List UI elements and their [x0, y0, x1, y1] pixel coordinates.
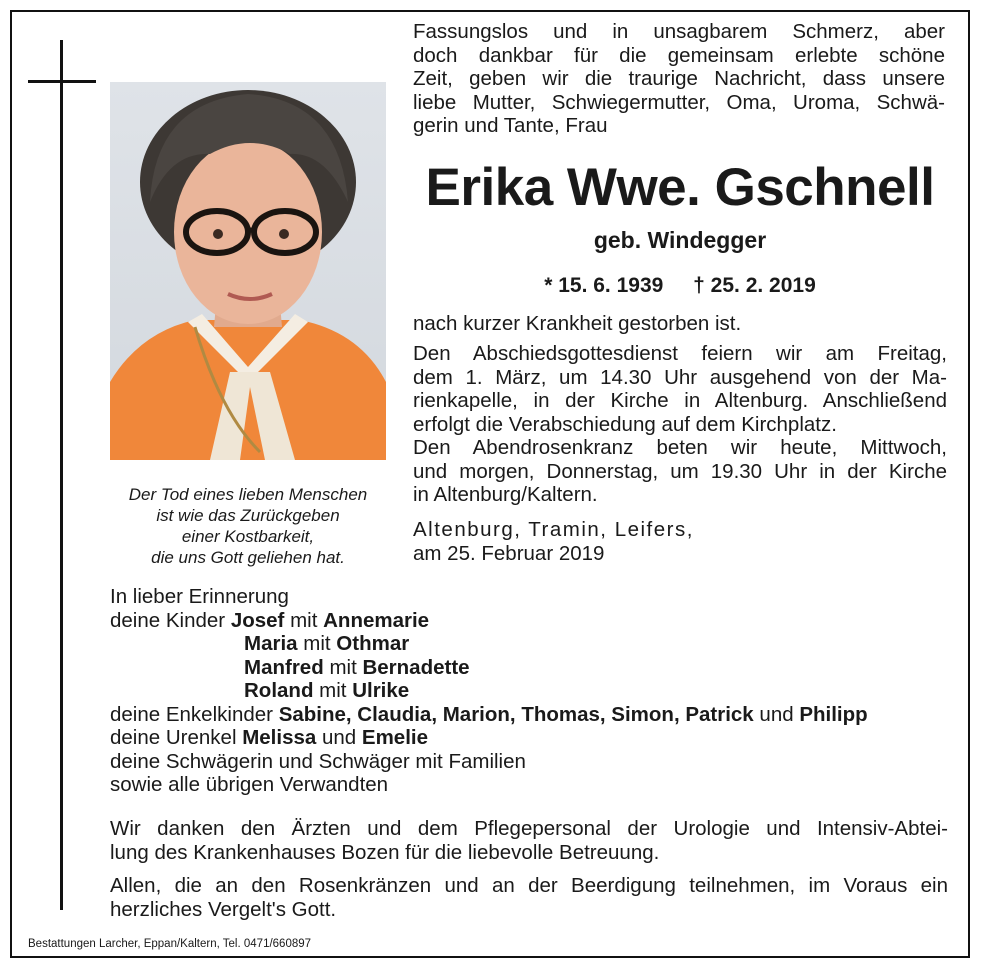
- great-grandchild: Melissa: [242, 726, 317, 749]
- intro-text: [413, 20, 945, 138]
- child-name: Manfred: [244, 655, 324, 679]
- intro-line: doch dankbar für die gemeinsam erlebte schöne: [413, 43, 945, 67]
- service-line: in Altenburg/Kaltern.: [413, 483, 598, 506]
- thanks-staff: [110, 817, 948, 864]
- thanks-line: Allen, die an den Rosenkränzen und an der Beerdigung teilnehmen, im Voraus ein: [110, 874, 948, 897]
- grandchildren-row: [110, 703, 960, 727]
- child-name: Josef: [230, 608, 285, 632]
- relatives-row: sowie alle übrigen Verwandten: [110, 773, 389, 796]
- birth-date: * 15. 6. 1939: [544, 274, 664, 297]
- thanks-line: lung des Krankenhauses Bozen für die liebevolle Betreuung.: [110, 840, 660, 864]
- and-word: und: [321, 726, 357, 749]
- quote-line: Der Tod eines lieben Menschen: [128, 485, 368, 504]
- partner-name: Annemarie: [323, 608, 430, 632]
- great-grandchildren-row: [110, 726, 960, 750]
- cross-icon: [60, 40, 63, 910]
- intro-line: gerin und Tante, Frau: [413, 114, 608, 138]
- partner-name: Bernadette: [362, 655, 470, 679]
- quote-line: einer Kostbarkeit,: [181, 527, 315, 546]
- thanks-line: herzliches Vergelt's Gott.: [110, 897, 337, 921]
- great-prefix: deine Urenkel: [110, 726, 237, 749]
- child-name: Roland: [244, 679, 314, 702]
- memorial-quote: [108, 484, 388, 568]
- children-row: [110, 656, 960, 680]
- inlaws-row: deine Schwägerin und Schwäger mit Familien: [110, 749, 526, 773]
- grandchild-last: Philipp: [799, 702, 868, 726]
- children-prefix: deine Kinder: [110, 608, 226, 632]
- family-heading: In lieber Erinnerung: [110, 585, 289, 608]
- grandchildren-prefix: deine Enkelkinder: [110, 702, 273, 726]
- thanks-attendees: [110, 874, 948, 921]
- portrait-photo: [110, 82, 386, 460]
- service-line: rienkapelle, in der Kirche in Altenburg. Anschließend: [413, 389, 947, 412]
- deceased-name: Erika Wwe. Gschnell: [425, 158, 935, 217]
- grandchildren-names: Sabine, Claudia, Marion, Thomas, Simon, Patrick: [278, 702, 754, 726]
- great-grandchild: Emelie: [361, 726, 429, 749]
- quote-line: die uns Gott geliehen hat.: [151, 548, 345, 567]
- with-word: mit: [290, 608, 318, 632]
- quote-line: ist wie das Zurückgeben: [156, 506, 340, 525]
- service-line: erfolgt die Verabschiedung auf dem Kirchplatz.: [413, 412, 837, 436]
- service-line: Den Abschiedsgottesdienst feiern wir am Freitag,: [413, 342, 947, 365]
- intro-line: liebe Mutter, Schwiegermutter, Oma, Uroma, Schwä-: [413, 90, 945, 114]
- intro-line: Fassungslos und in unsagbarem Schmerz, aber: [413, 20, 945, 43]
- death-date: † 25. 2. 2019: [693, 274, 816, 297]
- partner-name: Ulrike: [352, 679, 410, 702]
- with-word: mit: [319, 679, 347, 702]
- children-row: [110, 632, 960, 656]
- service-line: dem 1. März, um 14.30 Uhr ausgehend von der Ma-: [413, 365, 947, 389]
- children-row: [110, 679, 960, 703]
- family-list: [110, 585, 960, 797]
- service-line: Den Abendrosenkranz beten wir heute, Mittwoch,: [413, 436, 947, 459]
- place-line: Altenburg, Tramin, Leifers,: [413, 518, 694, 541]
- partner-name: Othmar: [336, 632, 410, 655]
- intro-line: Zeit, geben wir die traurige Nachricht, dass unsere: [413, 67, 945, 91]
- service-text: [413, 342, 947, 507]
- service-line: und morgen, Donnerstag, um 19.30 Uhr in der Kirche: [413, 459, 947, 483]
- cross-icon-bar: [28, 80, 96, 83]
- child-name: Maria: [244, 632, 298, 655]
- life-dates: [413, 274, 947, 298]
- funeral-home-footer: Bestattungen Larcher, Eppan/Kaltern, Tel. 0471/660897: [28, 938, 312, 950]
- children-row: [110, 609, 960, 633]
- place-date: [413, 518, 947, 565]
- thanks-line: Wir danken den Ärzten und dem Pflegepersonal der Urologie und Intensiv-Abtei-: [110, 817, 948, 840]
- cause-text: nach kurzer Krankheit gestorben ist.: [413, 312, 742, 335]
- maiden-name: geb. Windegger: [593, 227, 767, 253]
- date-line: am 25. Februar 2019: [413, 541, 605, 565]
- and-word: und: [759, 702, 794, 726]
- with-word: mit: [329, 655, 357, 679]
- with-word: mit: [303, 632, 331, 655]
